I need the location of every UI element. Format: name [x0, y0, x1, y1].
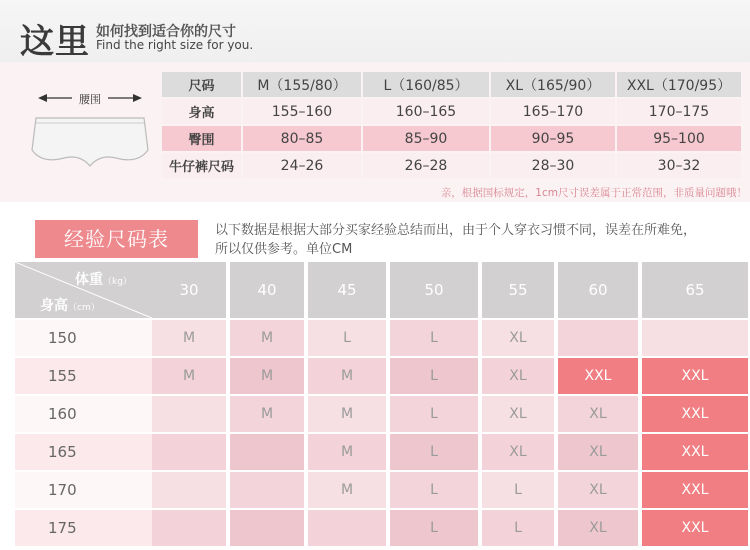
size-cell: XL [558, 396, 638, 432]
size-cell: L [390, 396, 478, 432]
table-cell: 95–100 [617, 126, 741, 151]
size-cell [152, 472, 226, 508]
size-cell: L [308, 320, 386, 356]
header-cell: XL（165/90） [491, 72, 615, 97]
height-row-label: 160 [15, 396, 152, 432]
weight-header-cell: 30 [152, 262, 226, 318]
header-cell: L（160/85） [363, 72, 489, 97]
table-cell: 155–160 [243, 99, 361, 124]
height-label: 身高 [40, 298, 68, 314]
grid-corner-cell [15, 262, 152, 318]
size-cell: M [308, 358, 386, 394]
experience-chart-badge: 经验尺码表 [35, 220, 198, 258]
height-row-label: 155 [15, 358, 152, 394]
table-cell: 30–32 [617, 153, 741, 178]
page-title: 这里 [20, 22, 90, 62]
size-cell: L [390, 358, 478, 394]
size-cell [558, 320, 638, 356]
size-cell: XL [482, 434, 554, 470]
size-cell [230, 510, 304, 546]
page-subtitle-cn: 如何找到适合你的尺寸 [96, 24, 236, 40]
height-unit: （cm） [68, 303, 100, 313]
size-cell: M [152, 320, 226, 356]
corner-height-label [40, 295, 100, 315]
weight-unit: （kg） [103, 277, 132, 287]
header-cell: M（155/80） [243, 72, 361, 97]
weight-header-cell: 50 [390, 262, 478, 318]
size-table-section [0, 62, 750, 202]
row-label: 臀围 [162, 126, 241, 151]
row-label: 身高 [162, 99, 241, 124]
weight-header-cell: 40 [230, 262, 304, 318]
height-row-label: 170 [15, 472, 152, 508]
size-cell: M [308, 434, 386, 470]
size-chart-table [160, 70, 743, 180]
size-cell [642, 320, 748, 356]
measurement-note: 亲，根据国标规定，1cm尺寸误差属于正常范围，非质量问题哦！ [440, 187, 747, 199]
size-table-header-row [162, 72, 741, 97]
table-cell: 165–170 [491, 99, 615, 124]
header-cell: XXL（170/95） [617, 72, 741, 97]
description-line: 以下数据是根据大部分买家经验总结而出，由于个人穿衣习惯不同，误差在所难免， [215, 223, 697, 238]
size-cell: XL [482, 358, 554, 394]
size-cell: XL [558, 434, 638, 470]
size-cell [230, 434, 304, 470]
size-cell: XL [482, 320, 554, 356]
size-cell: XL [558, 472, 638, 508]
size-cell [308, 510, 386, 546]
table-cell: 90–95 [491, 126, 615, 151]
size-cell: XL [558, 510, 638, 546]
size-cell [230, 472, 304, 508]
size-cell [152, 396, 226, 432]
header-cell: 尺码 [162, 72, 241, 97]
table-cell: 80–85 [243, 126, 361, 151]
experience-size-grid [15, 262, 750, 550]
weight-header-cell: 60 [558, 262, 638, 318]
size-cell: XXL [642, 396, 748, 432]
size-cell: M [308, 472, 386, 508]
row-label: 牛仔裤尺码 [162, 153, 241, 178]
table-cell: 26–28 [363, 153, 489, 178]
shorts-illustration [20, 74, 158, 184]
size-cell [152, 510, 226, 546]
size-cell: M [152, 358, 226, 394]
size-cell: M [230, 358, 304, 394]
page-header [0, 0, 750, 62]
table-cell: 170–175 [617, 99, 741, 124]
size-cell: L [482, 472, 554, 508]
weight-label: 体重 [75, 272, 103, 288]
size-cell: M [230, 320, 304, 356]
size-cell: XXL [642, 472, 748, 508]
size-cell: XXL [642, 510, 748, 546]
weight-header-cell: 55 [482, 262, 554, 318]
corner-weight-label [75, 269, 132, 289]
size-cell: XXL [642, 358, 748, 394]
size-cell: L [390, 434, 478, 470]
table-row [162, 126, 741, 151]
size-cell [152, 434, 226, 470]
size-cell: XL [482, 396, 554, 432]
page-subtitle-en: Find the right size for you. [96, 38, 254, 52]
table-cell: 28–30 [491, 153, 615, 178]
table-row [162, 99, 741, 124]
table-cell: 85–90 [363, 126, 489, 151]
size-cell: L [482, 510, 554, 546]
size-cell: M [308, 396, 386, 432]
table-row [162, 153, 741, 178]
size-cell: XXL [558, 358, 638, 394]
table-cell: 24–26 [243, 153, 361, 178]
size-cell: XXL [642, 434, 748, 470]
height-row-label: 165 [15, 434, 152, 470]
size-cell: L [390, 320, 478, 356]
size-cell: L [390, 510, 478, 546]
waist-label: 腰围 [79, 93, 101, 106]
weight-header-cell: 65 [642, 262, 748, 318]
table-cell: 160–165 [363, 99, 489, 124]
weight-header-cell: 45 [308, 262, 386, 318]
description-line: 所以仅供参考。单位CM [215, 242, 353, 257]
experience-description [215, 221, 745, 259]
size-cell: M [230, 396, 304, 432]
height-row-label: 150 [15, 320, 152, 356]
height-row-label: 175 [15, 510, 152, 546]
size-cell: L [390, 472, 478, 508]
